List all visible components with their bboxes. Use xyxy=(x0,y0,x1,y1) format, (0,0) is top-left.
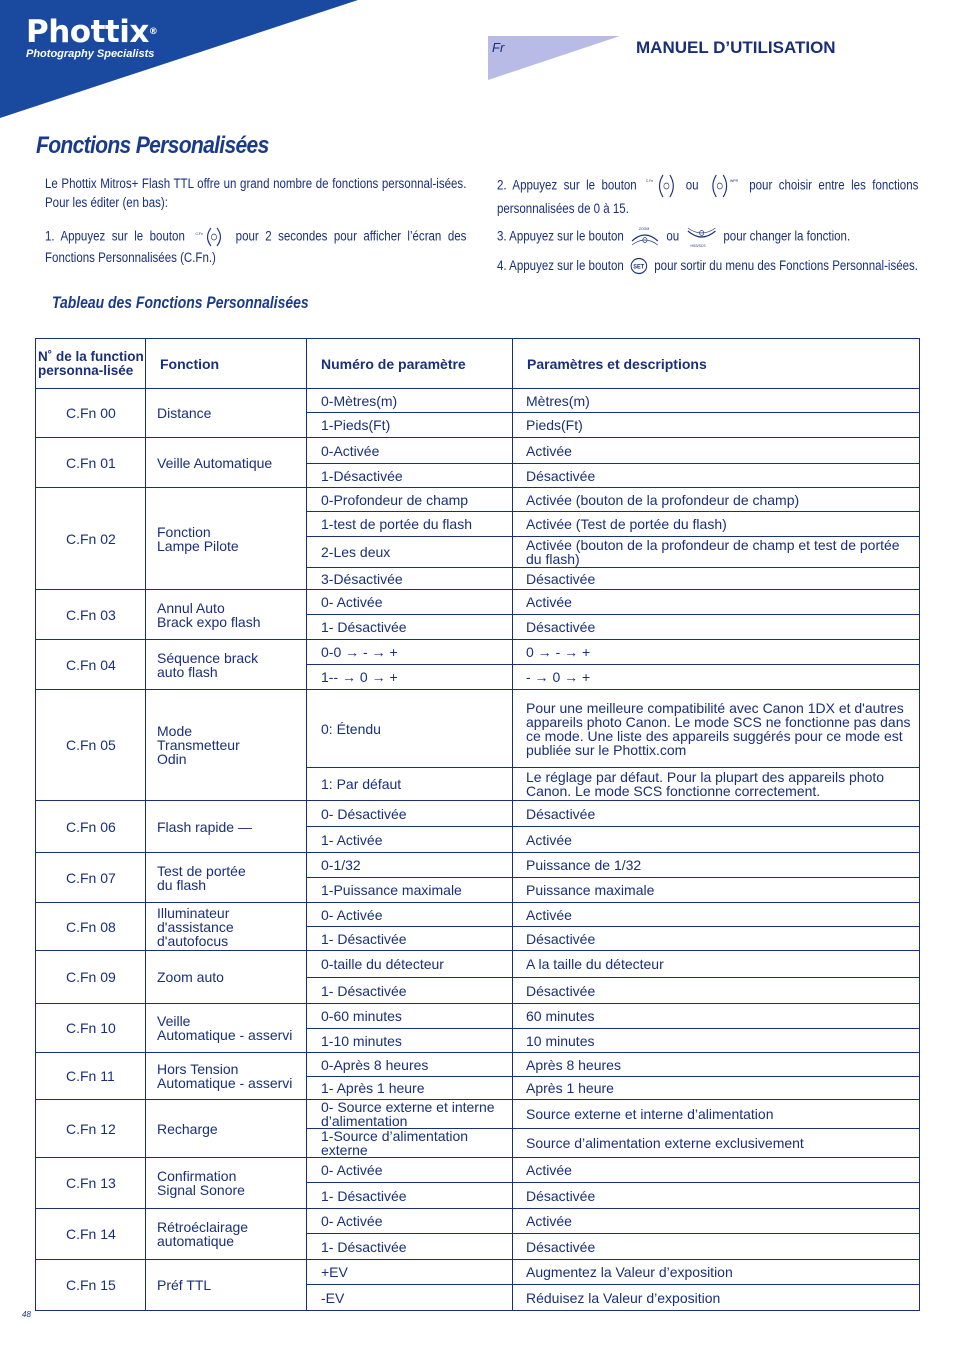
cfn-number-cell: C.Fn 04 xyxy=(36,640,146,690)
cfn-dial-icon xyxy=(194,226,227,248)
parameter-cell: 1-Pieds(Ft) xyxy=(307,413,513,438)
cfn-number-cell: C.Fn 09 xyxy=(36,951,146,1004)
hss-dial-icon xyxy=(685,225,718,249)
intro-right xyxy=(497,173,918,288)
function-name-cell: Hors Tension Automatique - asservi xyxy=(146,1053,307,1100)
svg-text:C.Fn: C.Fn xyxy=(195,231,204,237)
description-cell: Activée xyxy=(513,1209,920,1234)
parameter-cell: 0: Étendu xyxy=(307,690,513,768)
function-name-cell: Confirmation Signal Sonore xyxy=(146,1158,307,1209)
table-row xyxy=(36,951,920,978)
parameter-cell: 0-1/32 xyxy=(307,853,513,878)
function-name-cell: Illuminateur d'assistance d'autofocus xyxy=(146,903,307,951)
table-row xyxy=(36,488,920,512)
parameter-cell: 0-taille du détecteur xyxy=(307,951,513,978)
parameter-cell: 0-Activée xyxy=(307,438,513,464)
parameter-cell: 1- Après 1 heure xyxy=(307,1077,513,1100)
description-cell: Activée (Test de portée du flash) xyxy=(513,512,920,537)
intro-paragraph-2: 1. Appuyez sur le bouton C.Fn pour 2 secondes pour afficher l’écran des Fonctions Personnalisées (C.Fn.) xyxy=(45,226,466,267)
function-name-cell: Flash rapide — xyxy=(146,801,307,853)
function-name-cell: Veille Automatique xyxy=(146,438,307,488)
description-cell: Mètres(m) xyxy=(513,389,920,413)
cfn-number-cell: C.Fn 06 xyxy=(36,801,146,853)
set-button-icon xyxy=(630,257,649,275)
language-label: Fr xyxy=(492,40,505,55)
cfn-number-cell: C.Fn 08 xyxy=(36,903,146,951)
description-cell: Réduisez la Valeur d’exposition xyxy=(513,1285,920,1311)
parameter-cell: 0- Activée xyxy=(307,590,513,615)
description-cell: Activée xyxy=(513,590,920,615)
parameter-cell: 0- Activée xyxy=(307,903,513,927)
table-row xyxy=(36,1260,920,1285)
description-cell: Activée xyxy=(513,438,920,464)
svg-text:WPR: WPR xyxy=(729,178,738,184)
parameter-cell: 1: Par défaut xyxy=(307,768,513,801)
description-cell: Puissance de 1/32 xyxy=(513,853,920,878)
description-cell: 60 minutes xyxy=(513,1004,920,1029)
svg-text:C.Fn: C.Fn xyxy=(645,178,654,184)
parameter-cell: 1-Source d’alimentation externe xyxy=(307,1129,513,1158)
table-header-row xyxy=(36,339,920,389)
cfn-number-cell: C.Fn 02 xyxy=(36,488,146,590)
description-cell: Désactivée xyxy=(513,1183,920,1209)
cfn-number-cell: C.Fn 00 xyxy=(36,389,146,438)
parameter-cell: 0-0 → - → + xyxy=(307,640,513,665)
description-cell: A la taille du détecteur xyxy=(513,951,920,978)
description-cell: Le réglage par défaut. Pour la plupart des appareils photo Canon. Le mode SCS fonctionne correctement. xyxy=(513,768,920,801)
description-cell: 10 minutes xyxy=(513,1029,920,1053)
cfn-number-cell: C.Fn 14 xyxy=(36,1209,146,1260)
parameter-cell: 1-Désactivée xyxy=(307,464,513,488)
table-row xyxy=(36,690,920,768)
function-name-cell: Annul Auto Brack expo flash xyxy=(146,590,307,640)
description-cell: Pieds(Ft) xyxy=(513,413,920,438)
parameter-cell: 0-Après 8 heures xyxy=(307,1053,513,1077)
description-cell: Désactivée xyxy=(513,1234,920,1260)
description-cell: Après 1 heure xyxy=(513,1077,920,1100)
intro-left xyxy=(45,174,466,280)
parameter-cell: 1- Désactivée xyxy=(307,1234,513,1260)
parameter-cell: 1-10 minutes xyxy=(307,1029,513,1053)
header-cfn-number: N˚ de la function personna-lisée xyxy=(36,339,146,389)
manual-title: MANUEL D’UTILISATION xyxy=(636,38,836,57)
description-cell: Après 8 heures xyxy=(513,1053,920,1077)
description-cell: Désactivée xyxy=(513,568,920,590)
language-tab xyxy=(488,36,620,80)
description-cell: Augmentez la Valeur d’exposition xyxy=(513,1260,920,1285)
parameter-cell: 1-Puissance maximale xyxy=(307,878,513,903)
table-row xyxy=(36,1158,920,1183)
parameter-cell: 0- Désactivée xyxy=(307,801,513,827)
parameter-cell: 1- Désactivée xyxy=(307,927,513,951)
description-cell: Puissance maximale xyxy=(513,878,920,903)
brand xyxy=(26,14,157,60)
description-cell: Activée (bouton de la profondeur de champ et test de portée du flash) xyxy=(513,537,920,568)
description-cell: Source d’alimentation externe exclusivement xyxy=(513,1129,920,1158)
parameter-cell: 0- Source externe et interne d’alimentation xyxy=(307,1100,513,1129)
description-cell: Activée xyxy=(513,827,920,853)
cfn-number-cell: C.Fn 11 xyxy=(36,1053,146,1100)
intro-paragraph-3: 2. Appuyez sur le bouton C.Fn ou WPR pour choisir entre les fonctions personnalisées de 0 à 15. xyxy=(497,173,918,218)
parameter-cell: +EV xyxy=(307,1260,513,1285)
table-row xyxy=(36,389,920,413)
function-name-cell: Rétroéclairage automatique xyxy=(146,1209,307,1260)
phottix-logo: Phottix® xyxy=(26,14,158,50)
description-cell: 0 → - → + xyxy=(513,640,920,665)
description-cell: Activée xyxy=(513,903,920,927)
svg-text:ZOOM: ZOOM xyxy=(639,226,650,232)
description-cell: - → 0 → + xyxy=(513,665,920,690)
parameter-cell: 1-test de portée du flash xyxy=(307,512,513,537)
function-name-cell: Séquence brack auto flash xyxy=(146,640,307,690)
cfn-number-cell: C.Fn 07 xyxy=(36,853,146,903)
parameter-cell: 0-Mètres(m) xyxy=(307,389,513,413)
parameter-cell: 1- Désactivée xyxy=(307,1183,513,1209)
page-number: 48 xyxy=(22,1310,31,1319)
table-row xyxy=(36,438,920,464)
parameter-cell: -EV xyxy=(307,1285,513,1311)
description-cell: Désactivée xyxy=(513,801,920,827)
cfn-dial-icon xyxy=(646,173,677,199)
intro-paragraph-5: 4. Appuyez sur le bouton SET pour sortir du menu des Fonctions Personnal-isées. xyxy=(497,256,918,275)
table-row xyxy=(36,903,920,927)
cfn-number-cell: C.Fn 13 xyxy=(36,1158,146,1209)
description-cell: Activée xyxy=(513,1158,920,1183)
cfn-number-cell: C.Fn 10 xyxy=(36,1004,146,1053)
wpr-dial-icon xyxy=(708,173,741,199)
table-row xyxy=(36,853,920,878)
zoom-dial-icon xyxy=(630,225,661,249)
intro-paragraph-1: Le Phottix Mitros+ Flash TTL offre un grand nombre de fonctions personnal-isées. Pour les éditer (en bas): xyxy=(45,176,467,210)
function-name-cell: Recharge xyxy=(146,1100,307,1158)
brand-tagline: Photography Specialists xyxy=(26,48,155,60)
header-parameter-number: Numéro de paramètre xyxy=(307,339,513,389)
function-name-cell: Mode Transmetteur Odin xyxy=(146,690,307,801)
function-name-cell: Préf TTL xyxy=(146,1260,307,1311)
cfn-number-cell: C.Fn 15 xyxy=(36,1260,146,1311)
function-name-cell: Test de portée du flash xyxy=(146,853,307,903)
cfn-number-cell: C.Fn 01 xyxy=(36,438,146,488)
parameter-cell: 1- Désactivée xyxy=(307,615,513,640)
svg-text:HSS/SCS: HSS/SCS xyxy=(690,243,706,249)
intro-paragraph-4: 3. Appuyez sur le bouton ZOOM ou HSS/SCS pour changer la fonction. xyxy=(497,226,851,249)
table-row xyxy=(36,1053,920,1077)
parameter-cell: 0-60 minutes xyxy=(307,1004,513,1029)
cfn-number-cell: C.Fn 03 xyxy=(36,590,146,640)
page-title: Fonctions Personalisées xyxy=(36,132,269,159)
parameter-cell: 1-- → 0 → + xyxy=(307,665,513,690)
table-row xyxy=(36,590,920,615)
function-name-cell: Veille Automatique - asservi xyxy=(146,1004,307,1053)
function-name-cell: Fonction Lampe Pilote xyxy=(146,488,307,590)
parameter-cell: 1- Activée xyxy=(307,827,513,853)
header-function: Fonction xyxy=(146,339,307,389)
description-cell: Désactivée xyxy=(513,927,920,951)
table-subtitle: Tableau des Fonctions Personnalisées xyxy=(52,293,309,312)
table-row xyxy=(36,1100,920,1129)
function-name-cell: Zoom auto xyxy=(146,951,307,1004)
custom-functions-table xyxy=(35,338,920,1311)
parameter-cell: 1- Désactivée xyxy=(307,978,513,1004)
parameter-cell: 0- Activée xyxy=(307,1158,513,1183)
table-row xyxy=(36,1004,920,1029)
description-cell: Désactivée xyxy=(513,615,920,640)
function-name-cell: Distance xyxy=(146,389,307,438)
parameter-cell: 0- Activée xyxy=(307,1209,513,1234)
parameter-cell: 0-Profondeur de champ xyxy=(307,488,513,512)
table-row xyxy=(36,801,920,827)
table-row xyxy=(36,640,920,665)
description-cell: Pour une meilleure compatibilité avec Canon 1DX et d'autres appareils photo Canon. Le mode SCS ne fonctionne pas dans ce mode. Une liste des appareils suggérés pour ce mode est publiée sur le Phottix.com xyxy=(513,690,920,768)
description-cell: Activée (bouton de la profondeur de champ) xyxy=(513,488,920,512)
parameter-cell: 2-Les deux xyxy=(307,537,513,568)
svg-text:SET: SET xyxy=(633,264,645,272)
description-cell: Désactivée xyxy=(513,464,920,488)
cfn-number-cell: C.Fn 12 xyxy=(36,1100,146,1158)
description-cell: Source externe et interne d’alimentation xyxy=(513,1100,920,1129)
description-cell: Désactivée xyxy=(513,978,920,1004)
parameter-cell: 3-Désactivée xyxy=(307,568,513,590)
header-parameter-description: Paramètres et descriptions xyxy=(513,339,920,389)
cfn-number-cell: C.Fn 05 xyxy=(36,690,146,801)
table-row xyxy=(36,1209,920,1234)
